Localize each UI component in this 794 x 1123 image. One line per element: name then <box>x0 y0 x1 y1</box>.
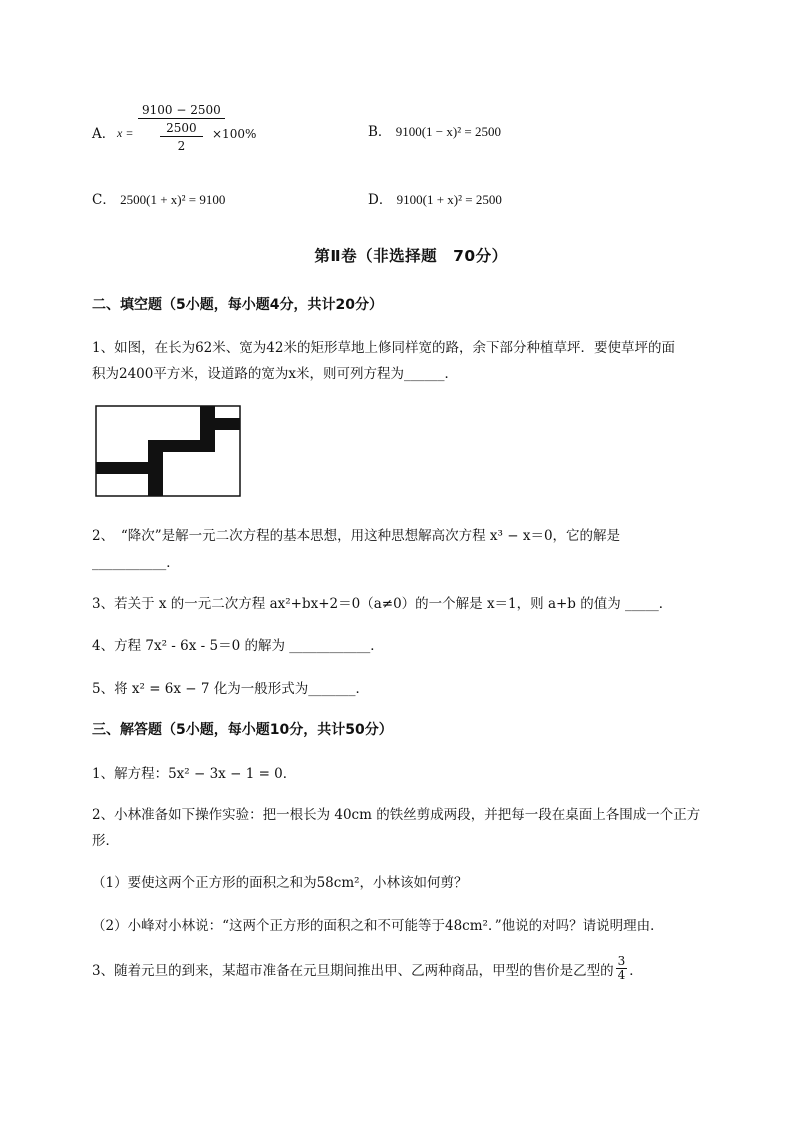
option-a-label: A． <box>92 126 116 142</box>
s2-q5: 5、将 x² = 6x − 7 化为一般形式为_______． <box>92 681 370 697</box>
part2-title: 第Ⅱ卷（非选择题 70分） <box>314 247 508 265</box>
option-d <box>368 188 502 208</box>
option-c-expression: 2500(1 + x)² = 9100 <box>120 192 226 207</box>
option-b-label: B． <box>368 124 392 140</box>
road-segment-top-right <box>200 418 240 430</box>
s2-q1-line2: 积为2400平方米，设道路的宽为x米，则可列方程为______． <box>92 366 458 382</box>
s2-q4: 4、方程 7x² - 6x - 5＝0 的解为 ____________． <box>92 638 384 654</box>
option-a-tail: ×100% <box>212 127 257 141</box>
option-c-label: C． <box>92 192 116 208</box>
section3-title: 三、解答题（5小题，每小题10分，共计50分） <box>92 722 393 738</box>
option-a-x: x = <box>117 126 134 140</box>
option-d-expression: 9100(1 + x)² = 2500 <box>396 192 502 207</box>
s3-q3 <box>92 955 643 982</box>
s3-q3-fraction-denominator: 4 <box>617 968 626 983</box>
s3-q2-sub2: （2）小峰对小林说：“这两个正方形的面积之和不可能等于48cm²．”他说的对吗？请说明理由． <box>92 918 664 934</box>
s3-q2-line1: 2、小林准备如下操作实验：把一根长为 40cm 的铁丝剪成两段，并把每一段在桌面上各围成一个正方 <box>92 807 701 823</box>
option-b-expression: 9100(1 − x)² = 2500 <box>395 124 501 139</box>
s2-q2-line1: 2、 “降次”是解一元二次方程的基本思想，用这种思想解高次方程 x³ − x＝0，它的解是 <box>92 528 621 544</box>
s3-q3-fraction-numerator: 3 <box>617 954 626 968</box>
s2-q2-line2: ___________． <box>92 555 180 571</box>
option-b <box>368 120 501 140</box>
option-a-denominator: 2 <box>177 139 186 153</box>
option-c <box>92 188 225 208</box>
option-a-top-numerator: 9100 − 2500 <box>138 103 225 119</box>
s3-q3-end: ． <box>629 962 643 979</box>
s3-q2-line2: 形． <box>92 833 119 849</box>
road-figure <box>95 405 243 499</box>
s3-q1: 1、解方程：5x² − 3x − 1 = 0． <box>92 766 297 782</box>
s2-q3: 3、若关于 x 的一元二次方程 ax²+bx+2＝0（a≠0）的一个解是 x＝1，则 a+b 的值为 _____． <box>92 596 673 612</box>
section2-title: 二、填空题（5小题，每小题4分，共计20分） <box>92 297 383 313</box>
option-a-mid: 2500 <box>160 120 203 137</box>
s2-q1-line1: 1、如图，在长为62米、宽为42米的矩形草地上修同样宽的路，余下部分种植草坪．要使草坪的面 <box>92 340 675 356</box>
s3-q3-fraction <box>616 955 628 982</box>
option-d-label: D． <box>368 192 393 208</box>
s3-q3-text: 3、随着元旦的到来，某超市准备在元旦期间推出甲、乙两种商品，甲型的售价是乙型的 <box>92 962 614 979</box>
s3-q2-sub1: （1）要使这两个正方形的面积之和为58cm²，小林该如何剪？ <box>92 875 468 891</box>
